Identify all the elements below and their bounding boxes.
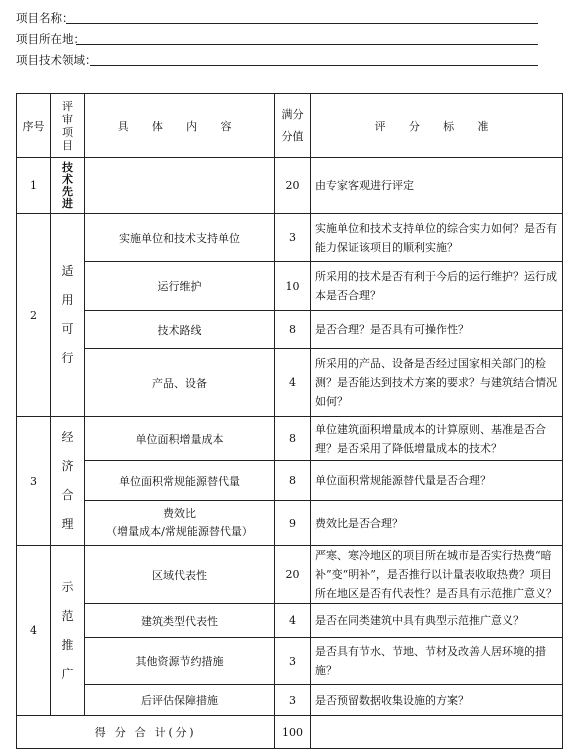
project-field-line[interactable] <box>90 65 538 66</box>
row-standard: 所采用的技术是否有利于今后的运行维护？运行成本是否合理？ <box>311 262 563 311</box>
row-content-note: （增量成本/常规能源替代量） <box>106 525 253 538</box>
table-row <box>17 214 563 262</box>
row-content: 实施单位和技术支持单位 <box>85 214 275 262</box>
row-score: 9 <box>275 501 311 546</box>
row-standard: 由专家客观进行评定 <box>311 158 563 214</box>
row-score: 4 <box>275 349 311 417</box>
row-score: 8 <box>275 417 311 461</box>
table-row <box>17 349 563 417</box>
table-row <box>17 546 563 604</box>
col-header-item: 评审项目 <box>51 94 85 158</box>
row-no: 2 <box>17 214 51 417</box>
table-row <box>17 311 563 349</box>
row-standard: 实施单位和技术支持单位的综合实力如何？是否有能力保证该项目的顺利实施？ <box>311 214 563 262</box>
row-content: 其他资源节约措施 <box>85 638 275 685</box>
row-score: 3 <box>275 685 311 716</box>
total-label: 得 分 合 计(分) <box>17 716 275 749</box>
row-score: 3 <box>275 638 311 685</box>
table-row <box>17 158 563 214</box>
row-content-main: 费效比 <box>163 507 196 520</box>
col-header-score: 满分分值 <box>275 94 311 158</box>
row-item: 示范推广 <box>51 546 85 716</box>
col-header-standard: 评 分 标 准 <box>311 94 563 158</box>
table-row <box>17 417 563 461</box>
row-content: 区域代表性 <box>85 546 275 604</box>
row-score: 20 <box>275 158 311 214</box>
row-standard: 单位面积常规能源替代量是否合理？ <box>311 461 563 501</box>
table-header-row <box>17 94 563 158</box>
table-row <box>17 685 563 716</box>
row-content: 建筑类型代表性 <box>85 604 275 638</box>
project-field-label: 项目技术领域： <box>16 53 97 67</box>
project-location-label: 项目所在地： <box>16 32 85 46</box>
total-row <box>17 716 563 749</box>
row-standard: 是否具有节水、节地、节材及改善人居环境的措施？ <box>311 638 563 685</box>
row-content <box>85 158 275 214</box>
row-content: 产品、设备 <box>85 349 275 417</box>
row-content: 后评估保障措施 <box>85 685 275 716</box>
project-name-label: 项目名称： <box>16 11 74 25</box>
row-score: 8 <box>275 461 311 501</box>
table-row <box>17 262 563 311</box>
row-score: 8 <box>275 311 311 349</box>
row-content: 单位面积增量成本 <box>85 417 275 461</box>
table-row <box>17 638 563 685</box>
row-standard: 是否在同类建筑中具有典型示范推广意义？ <box>311 604 563 638</box>
row-content: 运行维护 <box>85 262 275 311</box>
row-content <box>85 501 275 546</box>
row-score: 4 <box>275 604 311 638</box>
row-item: 经济合理 <box>51 417 85 546</box>
row-score: 20 <box>275 546 311 604</box>
table-row <box>17 501 563 546</box>
row-item: 技术先进 <box>51 158 85 214</box>
row-standard: 单位建筑面积增量成本的计算原则、基准是否合理？是否采用了降低增量成本的技术？ <box>311 417 563 461</box>
table-row <box>17 461 563 501</box>
table-row <box>17 604 563 638</box>
row-score: 10 <box>275 262 311 311</box>
row-item: 适用可行 <box>51 214 85 417</box>
row-no: 4 <box>17 546 51 716</box>
row-score: 3 <box>275 214 311 262</box>
row-no: 1 <box>17 158 51 214</box>
row-content: 技术路线 <box>85 311 275 349</box>
row-no: 3 <box>17 417 51 546</box>
total-standard <box>311 716 563 749</box>
row-standard: 是否预留数据收集设施的方案？ <box>311 685 563 716</box>
project-location-line[interactable] <box>76 44 538 45</box>
col-header-content: 具 体 内 容 <box>85 94 275 158</box>
total-score: 100 <box>275 716 311 749</box>
row-standard: 所采用的产品、设备是否经过国家相关部门的检测？是否能达到技术方案的要求？与建筑结合情况如何？ <box>311 349 563 417</box>
row-standard: 费效比是否合理？ <box>311 501 563 546</box>
row-standard: 严寒、寒冷地区的项目所在城市是否实行热费“暗补”变“明补”，是否推行以计量表收取热费？项目所在地区是否有代表性？是否具有示范推广意义？ <box>311 546 563 604</box>
evaluation-table <box>16 93 563 749</box>
row-standard: 是否合理？是否具有可操作性？ <box>311 311 563 349</box>
project-name-line[interactable] <box>66 23 538 24</box>
row-content: 单位面积常规能源替代量 <box>85 461 275 501</box>
col-header-no: 序号 <box>17 94 51 158</box>
